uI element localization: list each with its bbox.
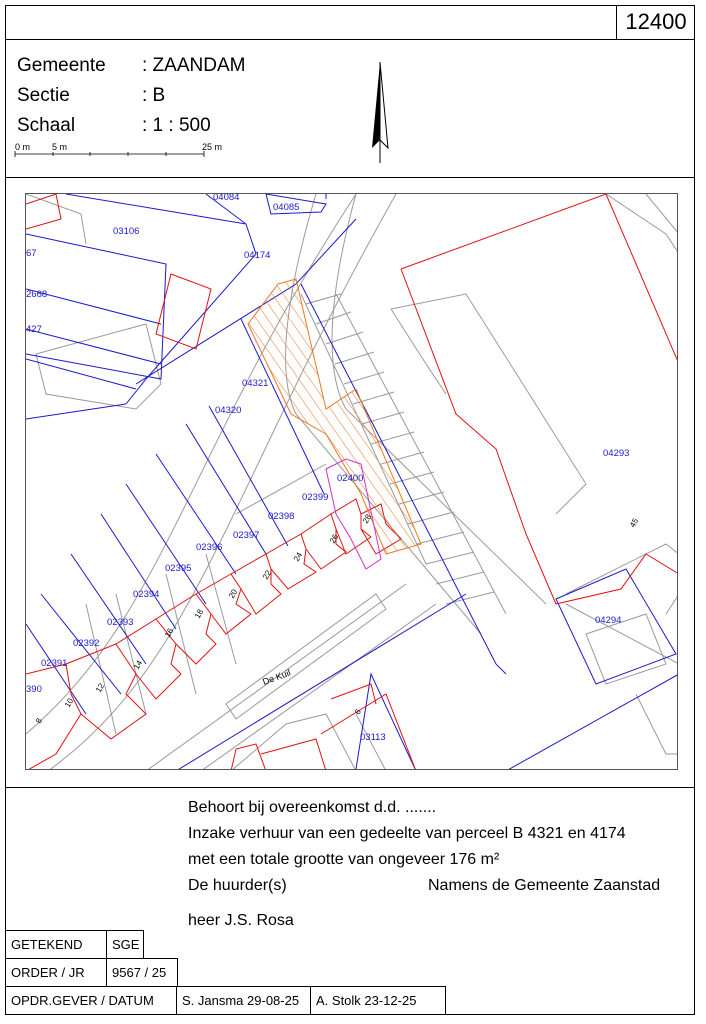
parcel-label: 04085 [273, 202, 300, 213]
parcel-label: 04084 [213, 194, 240, 203]
tenant-label: De huurder(s) [188, 877, 287, 894]
parcel-label: 02399 [302, 492, 329, 503]
house-number: 16 [162, 626, 176, 639]
parcel-label: 03113 [360, 732, 386, 743]
divider [5, 787, 695, 788]
house-number: 6 [352, 707, 363, 716]
parcel-label: 2668 [26, 289, 48, 300]
parcel-label: 67 [26, 248, 37, 259]
house-number: 26 [327, 532, 341, 545]
parking-stalls [301, 294, 506, 614]
house-number: 12 [93, 681, 107, 694]
parcel-label: 02395 [165, 563, 192, 574]
parcel-label: 04320 [215, 405, 242, 416]
parcel-label: 04294 [595, 615, 622, 626]
scale-bar [12, 140, 242, 162]
parcel-label: 02398 [268, 511, 295, 522]
parcel-label: 03106 [113, 226, 140, 237]
parcel-label: 04321 [242, 378, 269, 389]
cadastral-map [25, 193, 678, 770]
parcel-label: 02393 [107, 617, 134, 628]
parcel-label: 02391 [41, 658, 68, 669]
parcel-label: 02397 [233, 530, 260, 541]
divider [5, 177, 695, 178]
house-number: 28 [360, 512, 374, 525]
map-canvas [26, 194, 678, 770]
street-name: De Kuil [261, 667, 292, 687]
north-arrow-icon [368, 60, 392, 165]
parcel-label: 02396 [196, 542, 223, 553]
getekend-label: GETEKEND [5, 930, 107, 959]
municipality-label: Namens de Gemeente Zaanstad [428, 877, 661, 894]
agreement-line-2: Inzake verhuur van een gedeelte van perceel B 4321 en 4174 [188, 825, 626, 842]
schaal-value: : 1 : 500 [142, 115, 211, 136]
house-number: 24 [291, 550, 305, 563]
parcel-label: 02400 [337, 473, 364, 484]
house-number: 18 [192, 607, 206, 620]
house-number: 10 [62, 696, 76, 709]
parcel-label: 04293 [603, 448, 630, 459]
parcel-label: 04174 [244, 250, 271, 261]
scale-end-label: 25 m [202, 142, 223, 152]
order-value: 9567 / 25 [106, 958, 178, 987]
schaal-label: Schaal [17, 115, 76, 136]
gemeente-value: : ZAANDAM [142, 55, 246, 76]
getekend-value: SGE [106, 930, 144, 959]
divider [5, 39, 695, 40]
opdrgever-label: OPDR.GEVER / DATUM [5, 986, 177, 1015]
house-number: 20 [226, 587, 240, 600]
sectie-label: Sectie [17, 85, 70, 106]
scale-start-label: 0 m [15, 142, 31, 152]
agreement-line-3: met een totale grootte van ongeveer 176 m² [188, 851, 500, 868]
tenant-name: heer J.S. Rosa [188, 912, 294, 929]
order-label: ORDER / JR [5, 958, 107, 987]
approval-value: A. Stolk 23-12-25 [310, 986, 446, 1015]
sheet-number: 12400 [616, 5, 695, 39]
parcel-label: 390 [26, 684, 42, 695]
parcel-label: 02392 [73, 638, 100, 649]
sectie-value: : B [142, 85, 166, 106]
parcel-label: 427 [26, 324, 42, 335]
agreement-line-1: Behoort bij overeenkomst d.d. ....... [188, 799, 437, 816]
house-number: 22 [260, 568, 274, 581]
house-number: 8 [33, 716, 44, 725]
house-number: 45 [627, 516, 641, 529]
scale-mid-label: 5 m [52, 142, 68, 152]
parcel-label: 02394 [133, 589, 160, 600]
house-number: 14 [131, 658, 145, 671]
gemeente-label: Gemeente [17, 55, 106, 76]
opdrgever-value: S. Jansma 29-08-25 [176, 986, 311, 1015]
